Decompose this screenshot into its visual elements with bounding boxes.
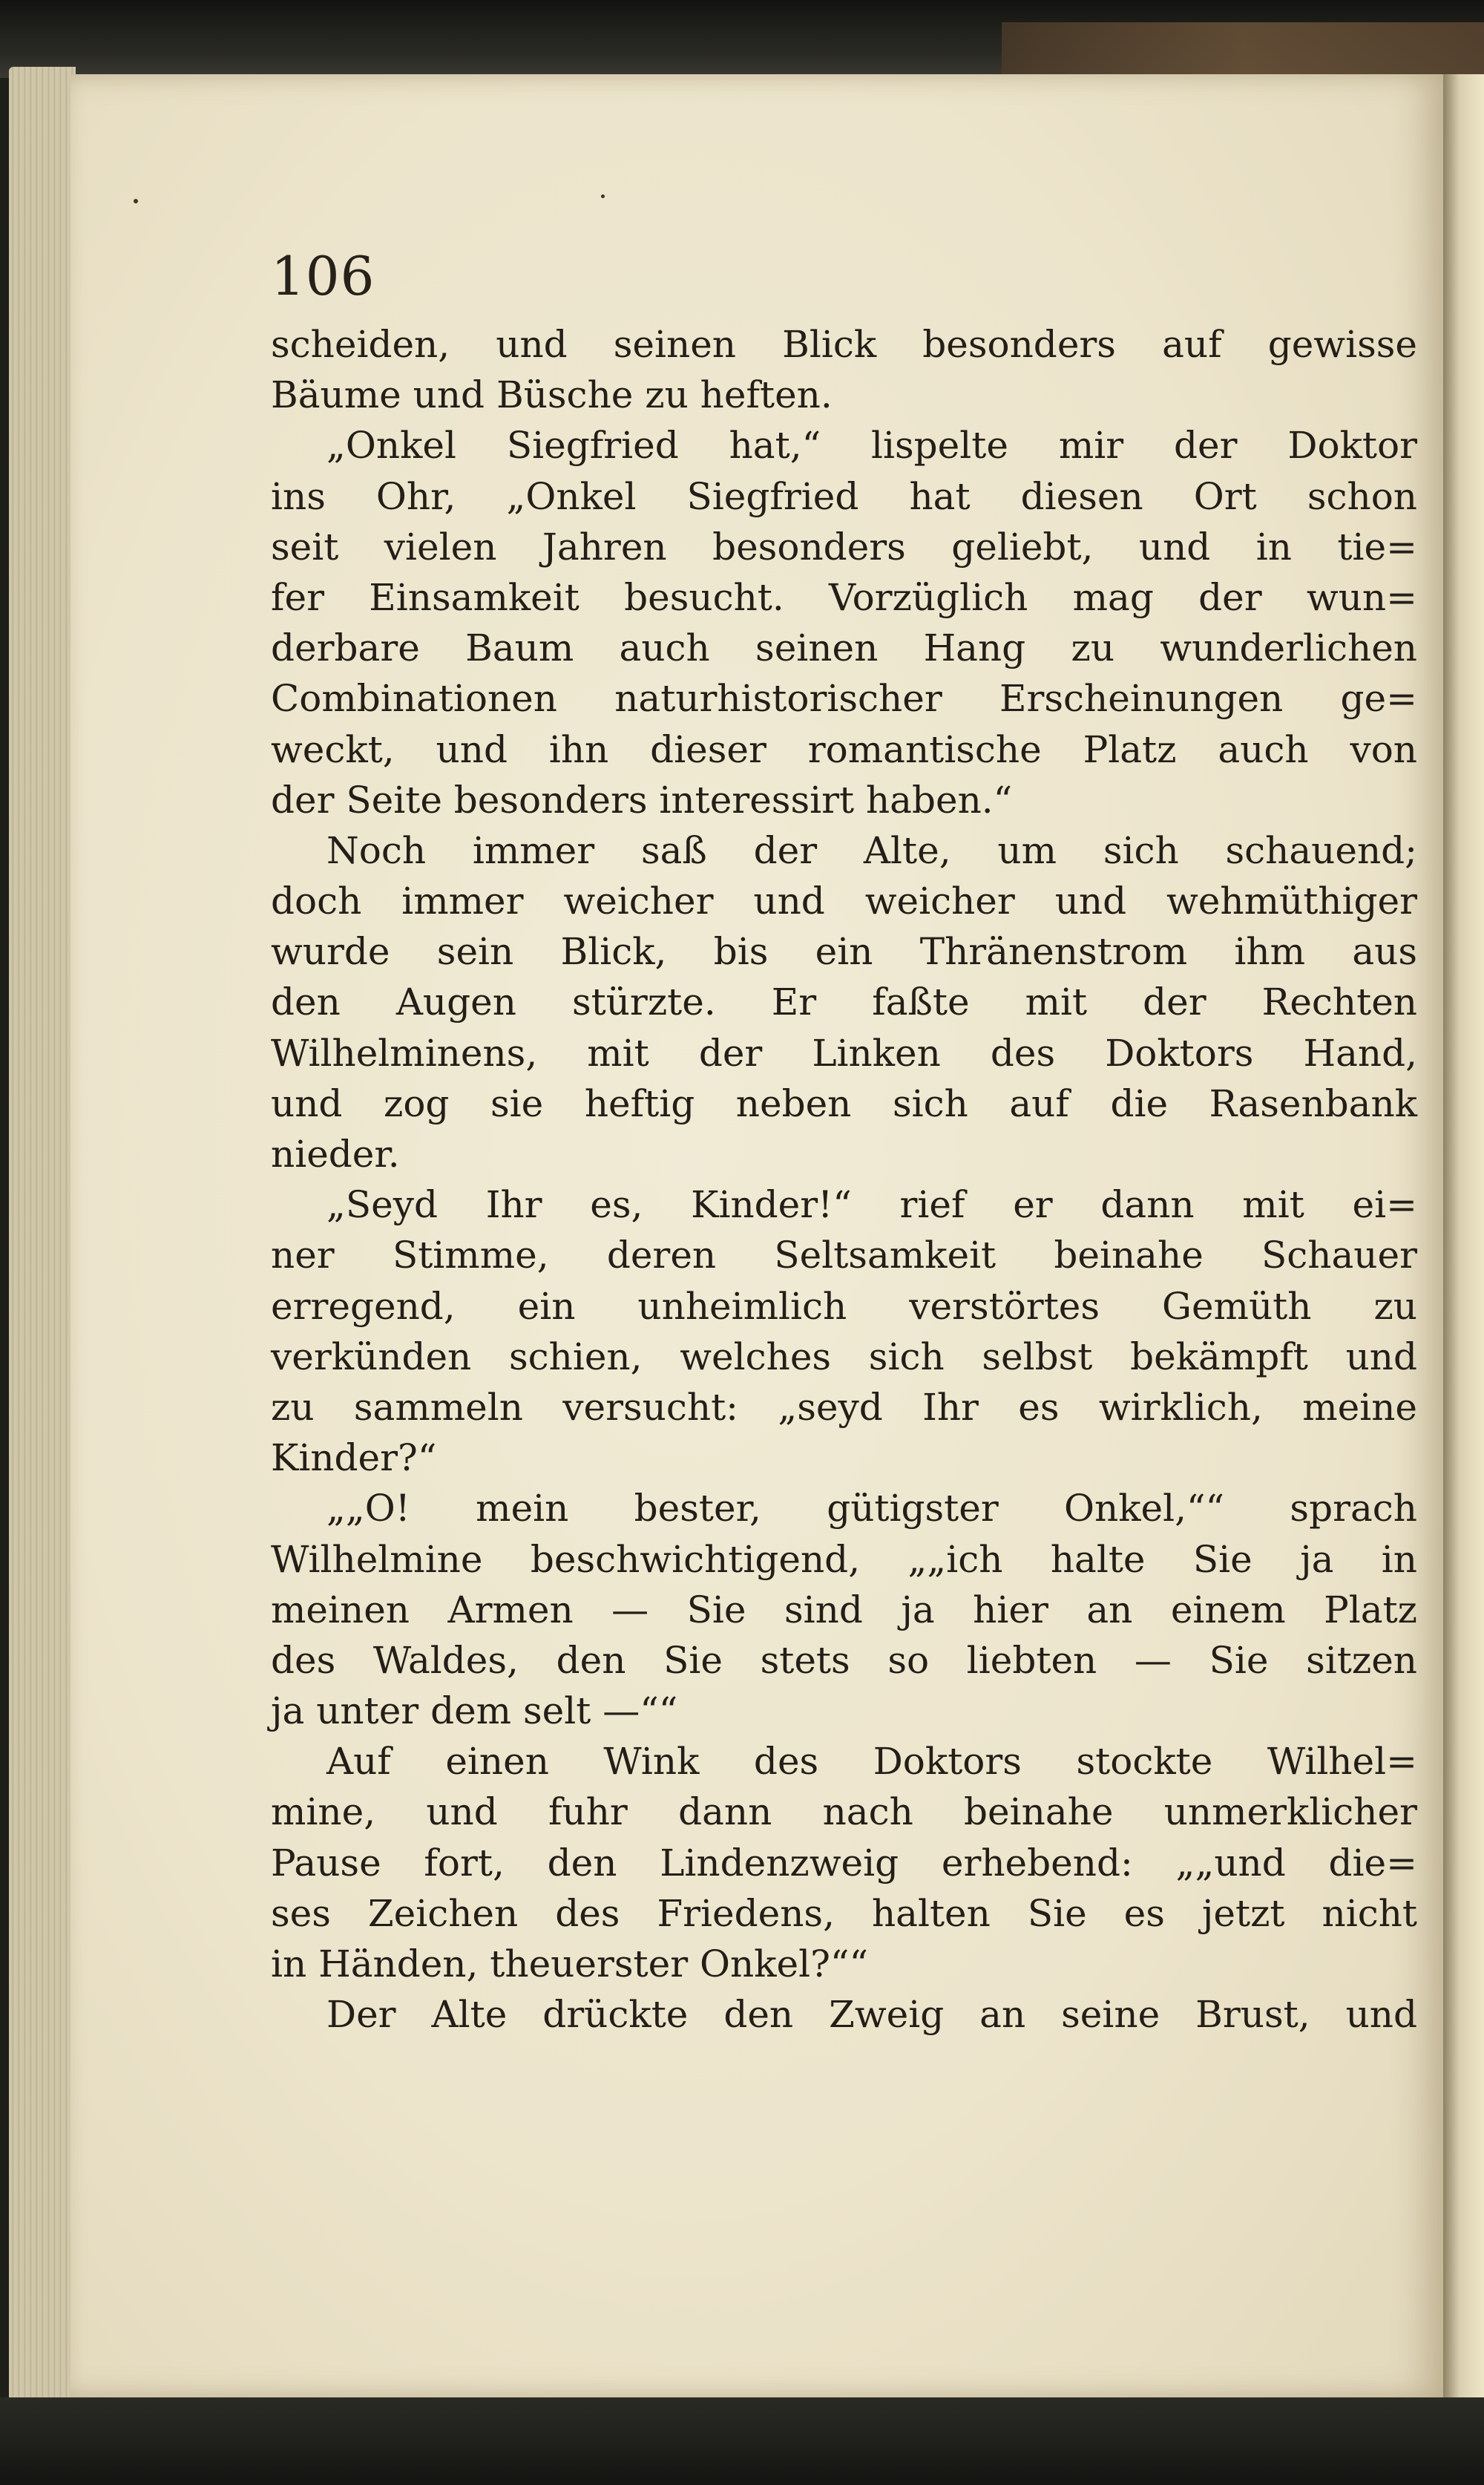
text-line: in Händen, theuerster Onkel?““	[271, 1942, 869, 1985]
text-line: zu sammeln versucht: „seyd Ihr es wirklich, meine	[271, 1385, 1417, 1429]
text-line: des Waldes, den Sie stets so liebten — Sie sitzen	[271, 1638, 1417, 1682]
text-line: derbare Baum auch seinen Hang zu wunderlichen	[271, 626, 1417, 670]
text-line: meinen Armen — Sie sind ja hier an einem Platz	[271, 1588, 1417, 1631]
text-line: mine, und fuhr dann nach beinahe unmerklicher	[271, 1790, 1417, 1834]
paper-speck	[134, 199, 138, 203]
page-number: 106	[271, 245, 375, 307]
text-line: verkünden schien, welches sich selbst bekämpft und	[271, 1335, 1417, 1378]
text-line: ner Stimme, deren Seltsamkeit beinahe Schauer	[271, 1234, 1417, 1277]
text-line: fer Einsamkeit besucht. Vorzüglich mag der wun=	[271, 575, 1417, 619]
text-line: „Seyd Ihr es, Kinder!“ rief er dann mit ei=	[326, 1183, 1417, 1227]
text-line: Bäume und Büsche zu heften.	[271, 373, 833, 417]
text-line: weckt, und ihn dieser romantische Platz auch von	[271, 727, 1417, 771]
text-line: wurde sein Blick, bis ein Thränenstrom ihm aus	[271, 930, 1417, 974]
text-line: ses Zeichen des Friedens, halten Sie es jetzt nicht	[271, 1891, 1417, 1935]
text-line: Wilhelminens, mit der Linken des Doktors Hand,	[271, 1031, 1417, 1075]
text-line: Wilhelmine beschwichtigend, „„ich halte Sie ja in	[271, 1537, 1417, 1581]
body-text	[271, 319, 1417, 2040]
text-line: ins Ohr, „Onkel Siegfried hat diesen Ort schon	[271, 474, 1417, 518]
page-gutter	[1443, 74, 1484, 2397]
text-line: der Seite besonders interessirt haben.“	[271, 778, 1013, 822]
text-line: Combinationen naturhistorischer Erscheinungen ge=	[271, 677, 1417, 721]
book-bottom-edge	[0, 2397, 1484, 2485]
text-line: seit vielen Jahren besonders geliebt, und in tie=	[271, 525, 1417, 569]
text-line: erregend, ein unheimlich verstörtes Gemüth zu	[271, 1284, 1417, 1328]
paper-speck	[601, 194, 605, 198]
book-top-edge	[0, 0, 1484, 78]
text-line: ja unter dem selt —““	[271, 1689, 678, 1733]
text-line: doch immer weicher und weicher und wehmüthiger	[271, 880, 1417, 923]
spine-strip	[1002, 22, 1484, 74]
text-line: „„O! mein bester, gütigster Onkel,““ sprach	[326, 1487, 1417, 1530]
text-line: und zog sie heftig neben sich auf die Rasenbank	[271, 1081, 1417, 1125]
text-line: Auf einen Wink des Doktors stockte Wilhel=	[326, 1740, 1417, 1784]
text-line: den Augen stürzte. Er faßte mit der Rechten	[271, 980, 1417, 1024]
text-line: Kinder?“	[271, 1436, 437, 1480]
text-line: Noch immer saß der Alte, um sich schauend;	[326, 828, 1417, 872]
page-stack-edge	[9, 67, 76, 2405]
text-line: nieder.	[271, 1133, 400, 1176]
text-line: scheiden, und seinen Blick besonders auf gewisse	[271, 323, 1417, 366]
text-line: Pause fort, den Lindenzweig erhebend: „„und die=	[271, 1841, 1417, 1885]
text-line: Der Alte drückte den Zweig an seine Brust, und	[326, 1993, 1417, 2037]
text-line: „Onkel Siegfried hat,“ lispelte mir der Doktor	[326, 424, 1417, 468]
